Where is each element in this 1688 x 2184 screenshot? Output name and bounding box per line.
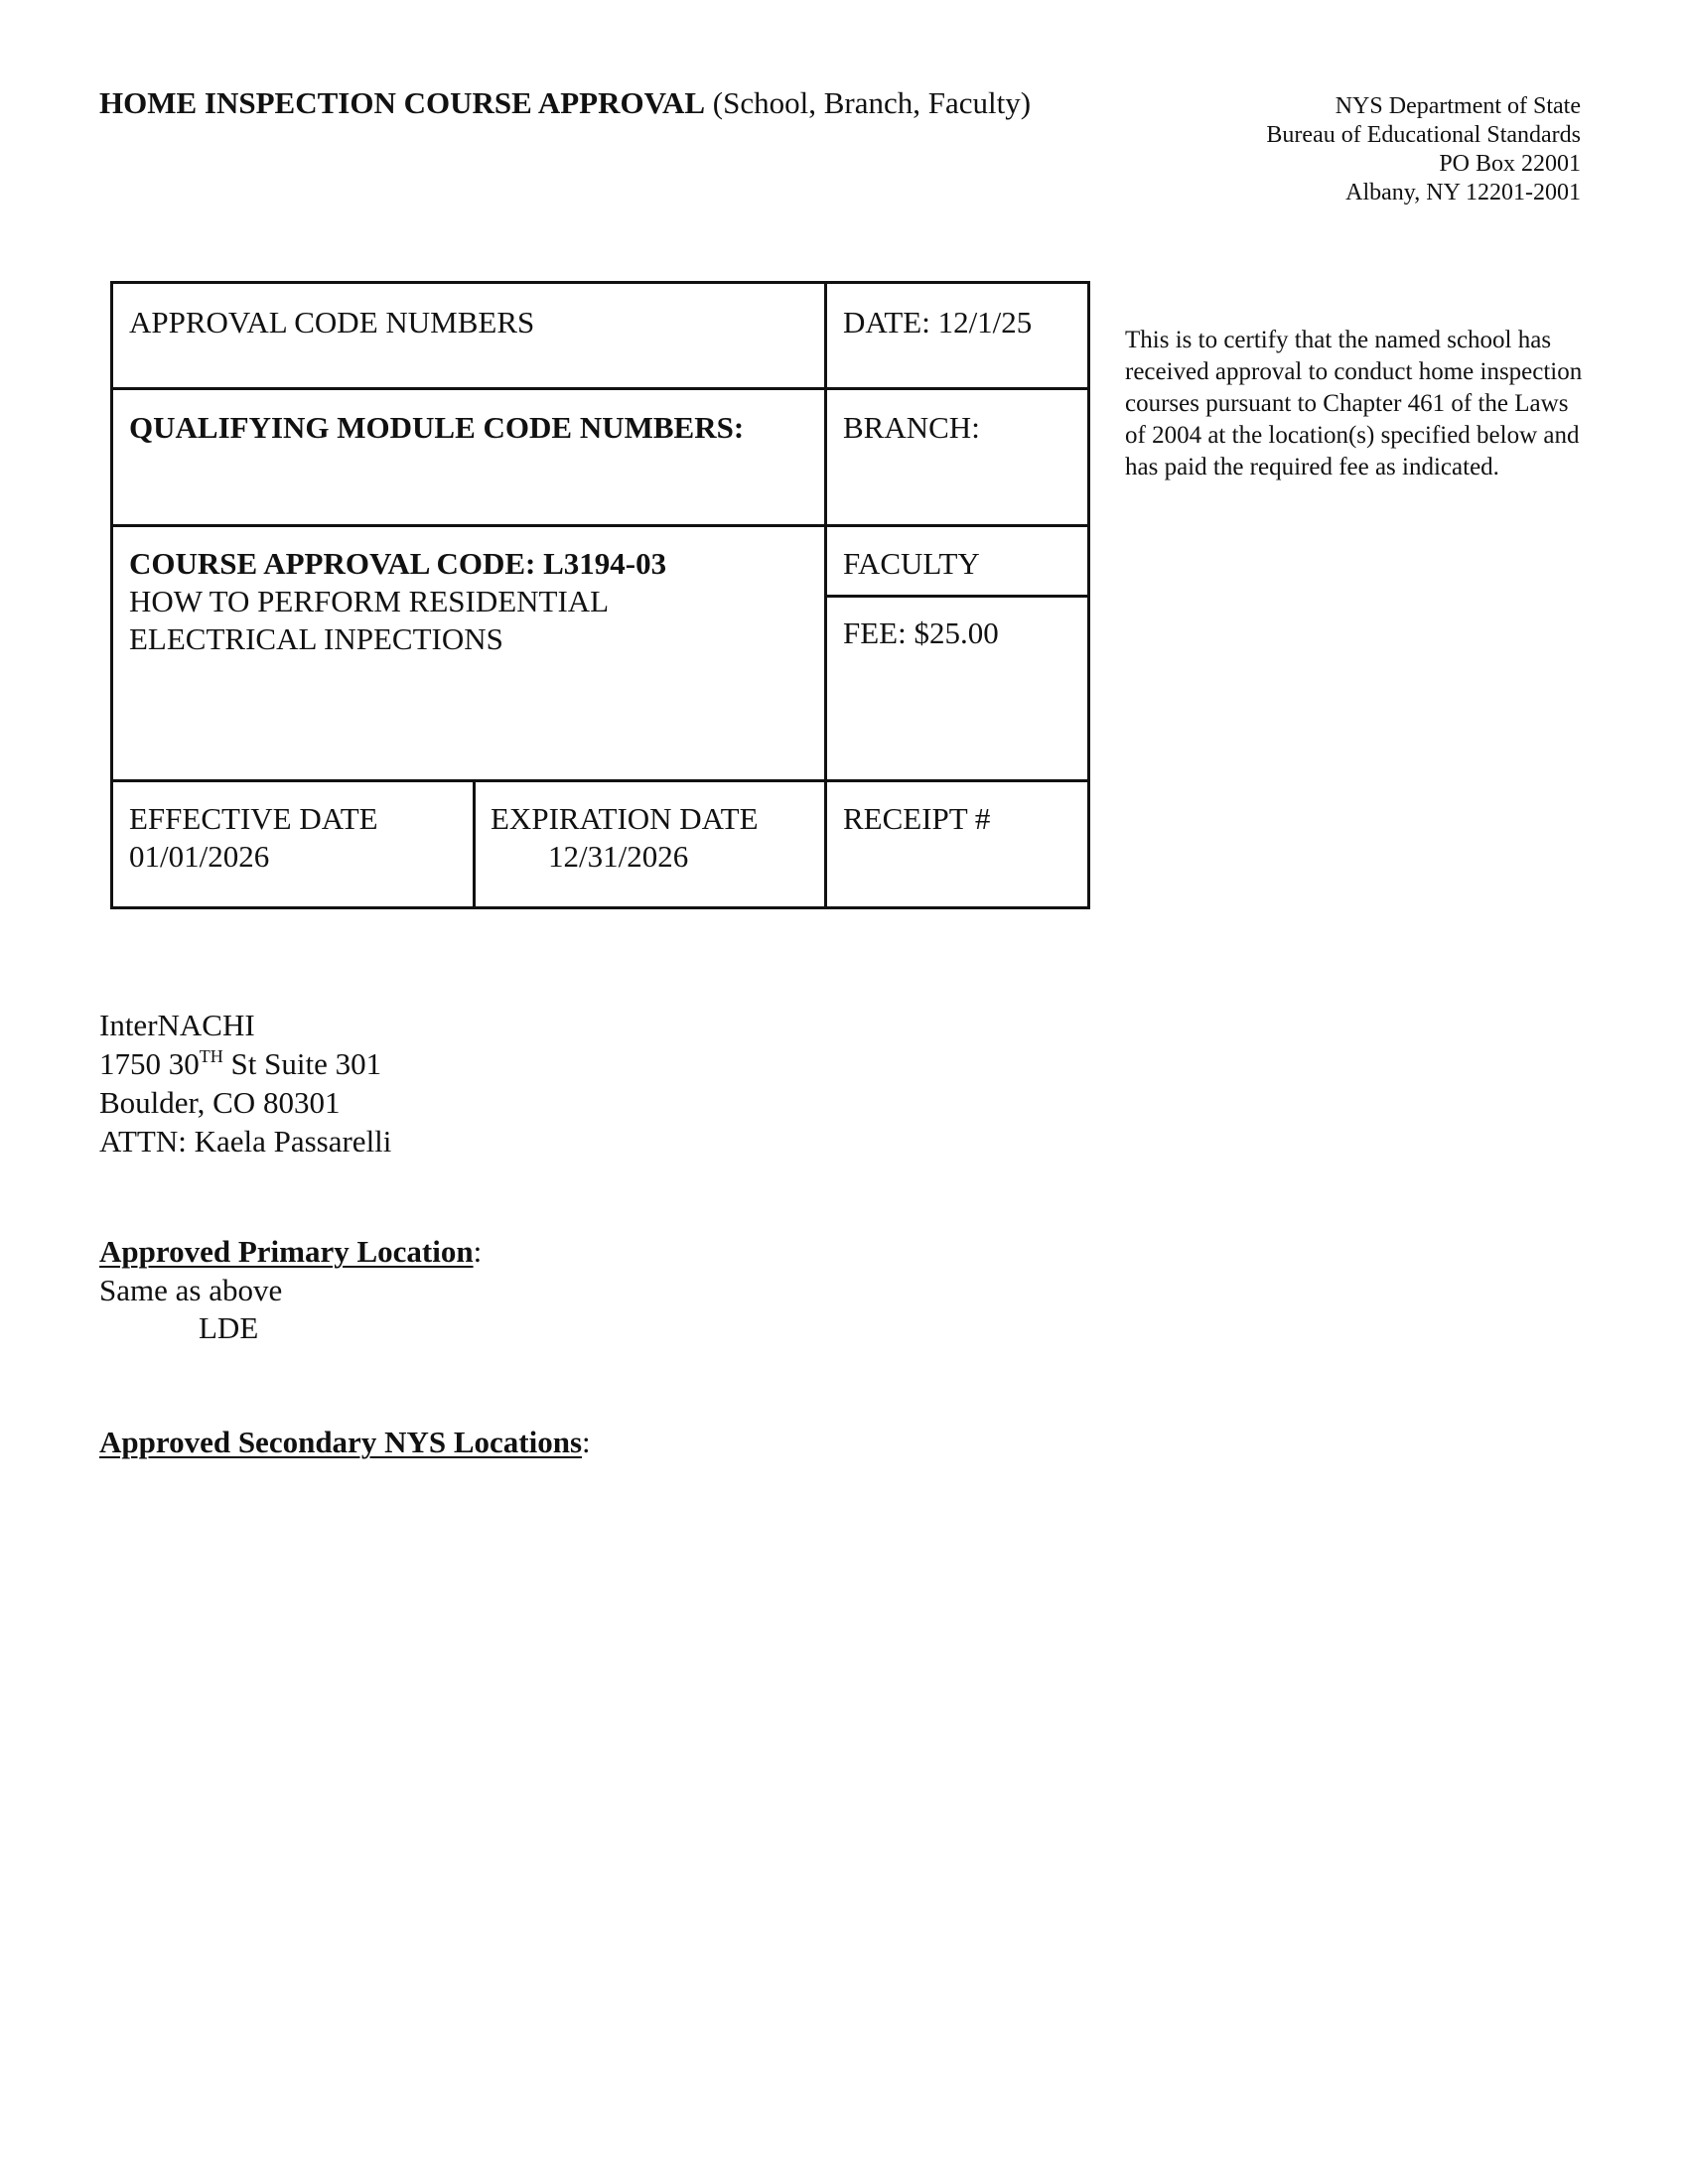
agency-line: PO Box 22001 [1439,151,1581,177]
primary-location-heading [99,1234,482,1270]
street-rest: St Suite 301 [222,1046,382,1081]
fee-value: FEE: $25.00 [843,615,999,650]
secondary-locations-heading-text: Approved Secondary NYS Locations [99,1425,583,1459]
heading-colon: : [473,1234,483,1269]
receipt-label: RECEIPT # [843,801,991,836]
street-number: 1750 30 [99,1046,200,1081]
primary-location-heading-text: Approved Primary Location [99,1234,474,1269]
school-attn: ATTN: Kaela Passarelli [99,1124,392,1159]
school-street [99,1044,391,1083]
agency-line: Albany, NY 12201-2001 [1345,180,1581,205]
course-title-line: ELECTRICAL INPECTIONS [129,621,503,656]
course-title-line: HOW TO PERFORM RESIDENTIAL [129,584,610,618]
heading-colon: : [582,1425,591,1459]
secondary-locations-heading [99,1425,591,1460]
agency-line: Bureau of Educational Standards [1266,122,1581,148]
table-divider [113,524,1087,527]
expiration-date-label: EXPIRATION DATE [491,801,759,836]
faculty-label: FACULTY [843,546,980,581]
school-city: Boulder, CO 80301 [99,1085,341,1120]
expiration-date-value: 12/31/2026 [548,839,689,874]
table-divider [473,779,476,906]
approval-table [110,281,1090,909]
course-approval-code: COURSE APPROVAL CODE: L3194-03 [129,546,667,581]
street-ordinal-suffix: TH [199,1046,223,1066]
agency-line: NYS Department of State [1335,93,1581,119]
table-divider [826,595,1087,598]
certification-note: This is to certify that the named school has received approval to conduct home inspection courses pursuant to Chapter 461 of the Laws of 2004 at the location(s) specified below and has paid the required fee as indicated. [1125,327,1583,480]
approval-date: DATE: 12/1/25 [843,305,1033,340]
primary-location-line: Same as above [99,1273,283,1307]
qualifying-module-label: QUALIFYING MODULE CODE NUMBERS: [129,410,745,445]
table-divider [113,779,1087,782]
primary-location-code: LDE [199,1310,259,1345]
effective-date-label: EFFECTIVE DATE [129,801,378,836]
agency-address [1266,92,1581,207]
document-title-main: HOME INSPECTION COURSE APPROVAL [99,85,706,120]
school-name: InterNACHI [99,1008,255,1042]
table-divider [824,284,827,906]
effective-date-value: 01/01/2026 [129,839,270,874]
approval-code-numbers-label: APPROVAL CODE NUMBERS [129,305,535,340]
school-address [99,1006,391,1160]
branch-label: BRANCH: [843,410,980,445]
document-title-suffix: (School, Branch, Faculty) [705,85,1032,120]
table-divider [113,387,1087,390]
document-title [99,85,1031,121]
